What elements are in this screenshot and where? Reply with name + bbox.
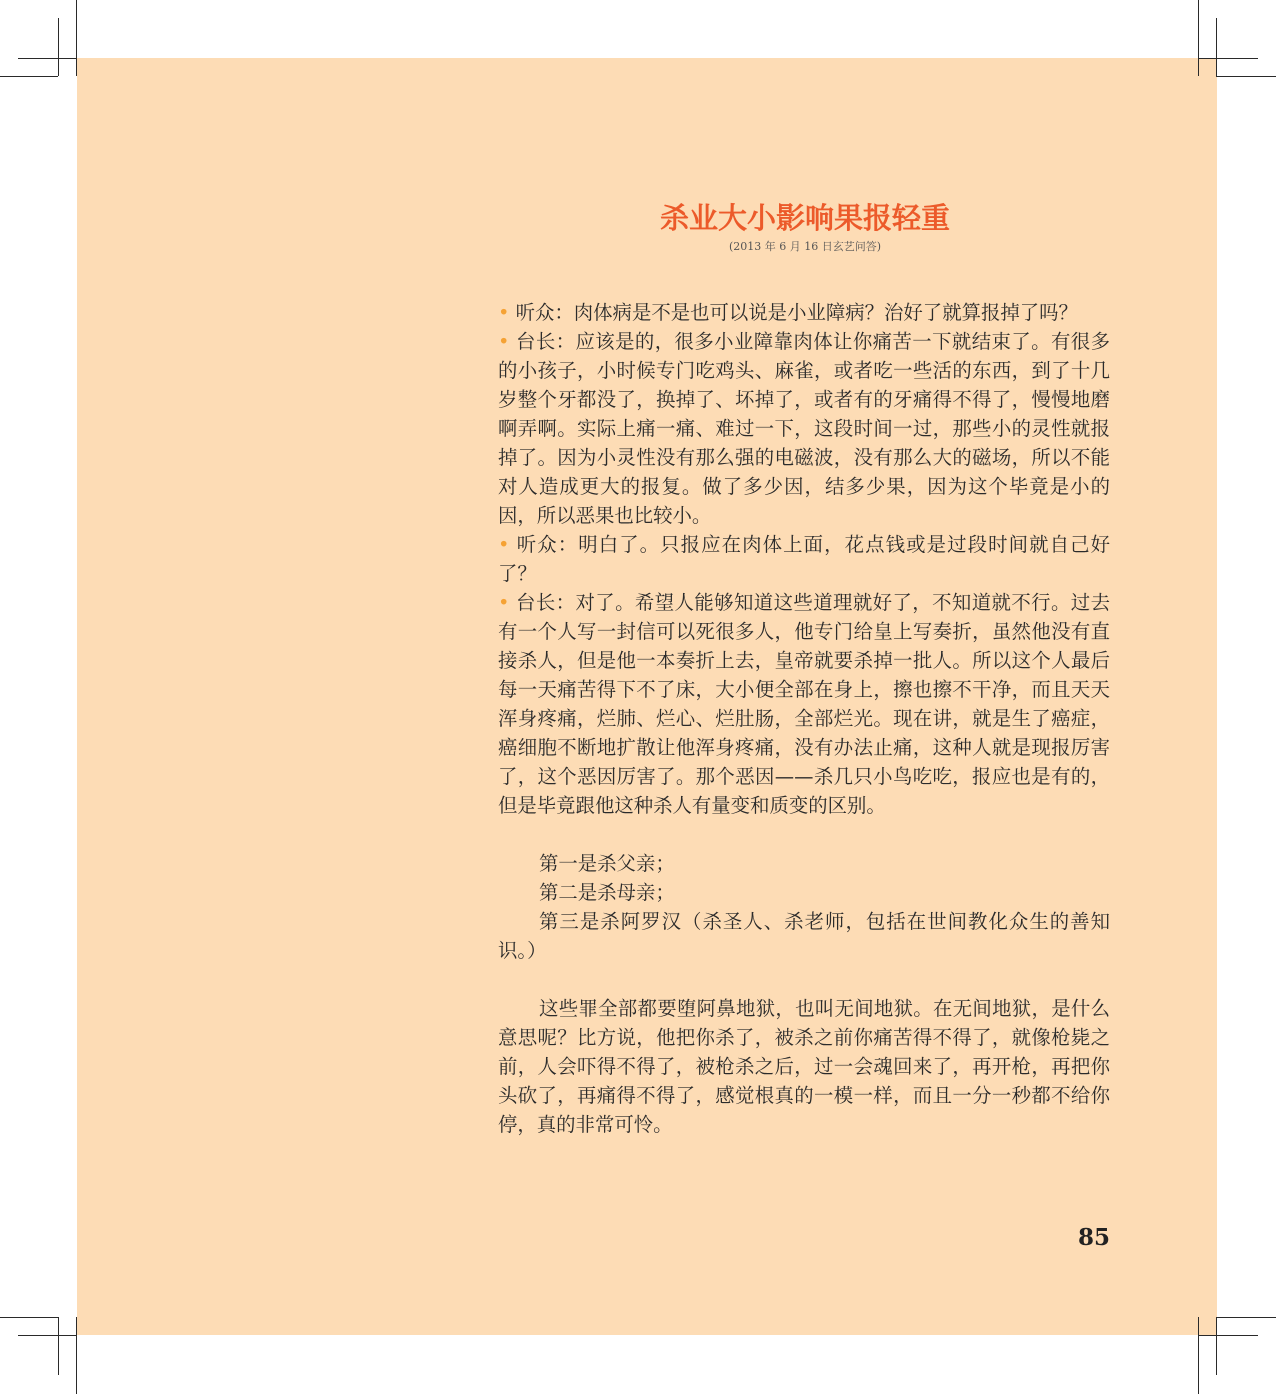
crop-mark: [1216, 1317, 1276, 1318]
crop-mark: [58, 1317, 59, 1375]
page-number: 85: [1077, 1224, 1110, 1251]
bullet-dot-icon: •: [498, 330, 510, 353]
list-item: 第三是杀阿罗汉（杀圣人、杀老师，包括在世间教化众生的善知识。）: [498, 910, 1110, 962]
crop-mark: [0, 76, 58, 77]
crop-mark: [0, 1317, 58, 1318]
bullet-dot-icon: •: [498, 301, 510, 324]
crop-mark: [1216, 1317, 1217, 1375]
crop-mark: [1216, 76, 1276, 77]
crop-mark: [18, 1335, 76, 1336]
article-body: [498, 298, 1110, 1139]
crop-mark: [76, 1317, 77, 1394]
bullet-dot-icon: •: [498, 533, 510, 556]
crop-mark: [58, 18, 59, 76]
closing-paragraph: 这些罪全部都要堕阿鼻地狱，也叫无间地狱。在无间地狱，是什么意思呢？比方说，他把你杀了，被杀之前你痛苦得不得了，就像枪毙之前，人会吓得不得了，被枪杀之后，过一会魂回来了，再开枪，再把你头砍了，再痛得不得了，感觉根真的一模一样，而且一分一秒都不给你停，真的非常可怜。: [498, 997, 1110, 1136]
dialogue-paragraph: • 台长：应该是的，很多小业障靠肉体让你痛苦一下就结束了。有很多的小孩子，小时候专门吃鸡头、麻雀，或者吃一些活的东西，到了十几岁整个牙都没了，换掉了、坏掉了，或者有的牙痛得不得了，慢慢地磨啊弄啊。实际上痛一痛、难过一下，这段时间一过，那些小的灵性就报掉了。因为小灵性没有那么强的电磁波，没有那么大的磁场，所以不能对人造成更大的报复。做了多少因，结多少果，因为这个毕竟是小的因，所以恶果也比较小。: [498, 330, 1110, 527]
article-title: 杀业大小影响果报轻重: [659, 201, 950, 235]
dialogue-paragraph: • 听众：明白了。只报应在肉体上面，花点钱或是过段时间就自己好了？: [498, 533, 1110, 585]
crop-mark: [1216, 18, 1217, 76]
crop-mark: [1198, 58, 1258, 59]
crop-mark: [1198, 1335, 1258, 1336]
crop-mark: [76, 0, 77, 76]
article-subtitle: (2013 年 6 月 16 日玄艺问答): [728, 240, 882, 253]
dialogue-paragraph: • 台长：对了。希望人能够知道这些道理就好了，不知道就不行。过去有一个人写一封信可以死很多人，他专门给皇上写奏折，虽然他没有直接杀人，但是他一本奏折上去，皇帝就要杀掉一批人。所以这个人最后每一天痛苦得下不了床，大小便全部在身上，擦也擦不干净，而且天天浑身疼痛，烂肺、烂心、烂肚肠，全部烂光。现在讲，就是生了癌症，癌细胞不断地扩散让他浑身疼痛，没有办法止痛，这种人就是现报厉害了，这个恶因厉害了。那个恶因——杀几只小鸟吃吃，报应也是有的，但是毕竟跟他这种杀人有量变和质变的区别。: [498, 591, 1110, 817]
crop-mark: [1198, 0, 1199, 76]
crop-mark: [1198, 1317, 1199, 1394]
crop-mark: [18, 58, 76, 59]
list-item: 第二是杀母亲；: [539, 881, 675, 904]
bullet-dot-icon: •: [498, 591, 510, 614]
list-item: 第一是杀父亲；: [539, 852, 675, 875]
dialogue-paragraph: • 听众：肉体病是不是也可以说是小业障病？治好了就算报掉了吗？: [498, 301, 1078, 324]
